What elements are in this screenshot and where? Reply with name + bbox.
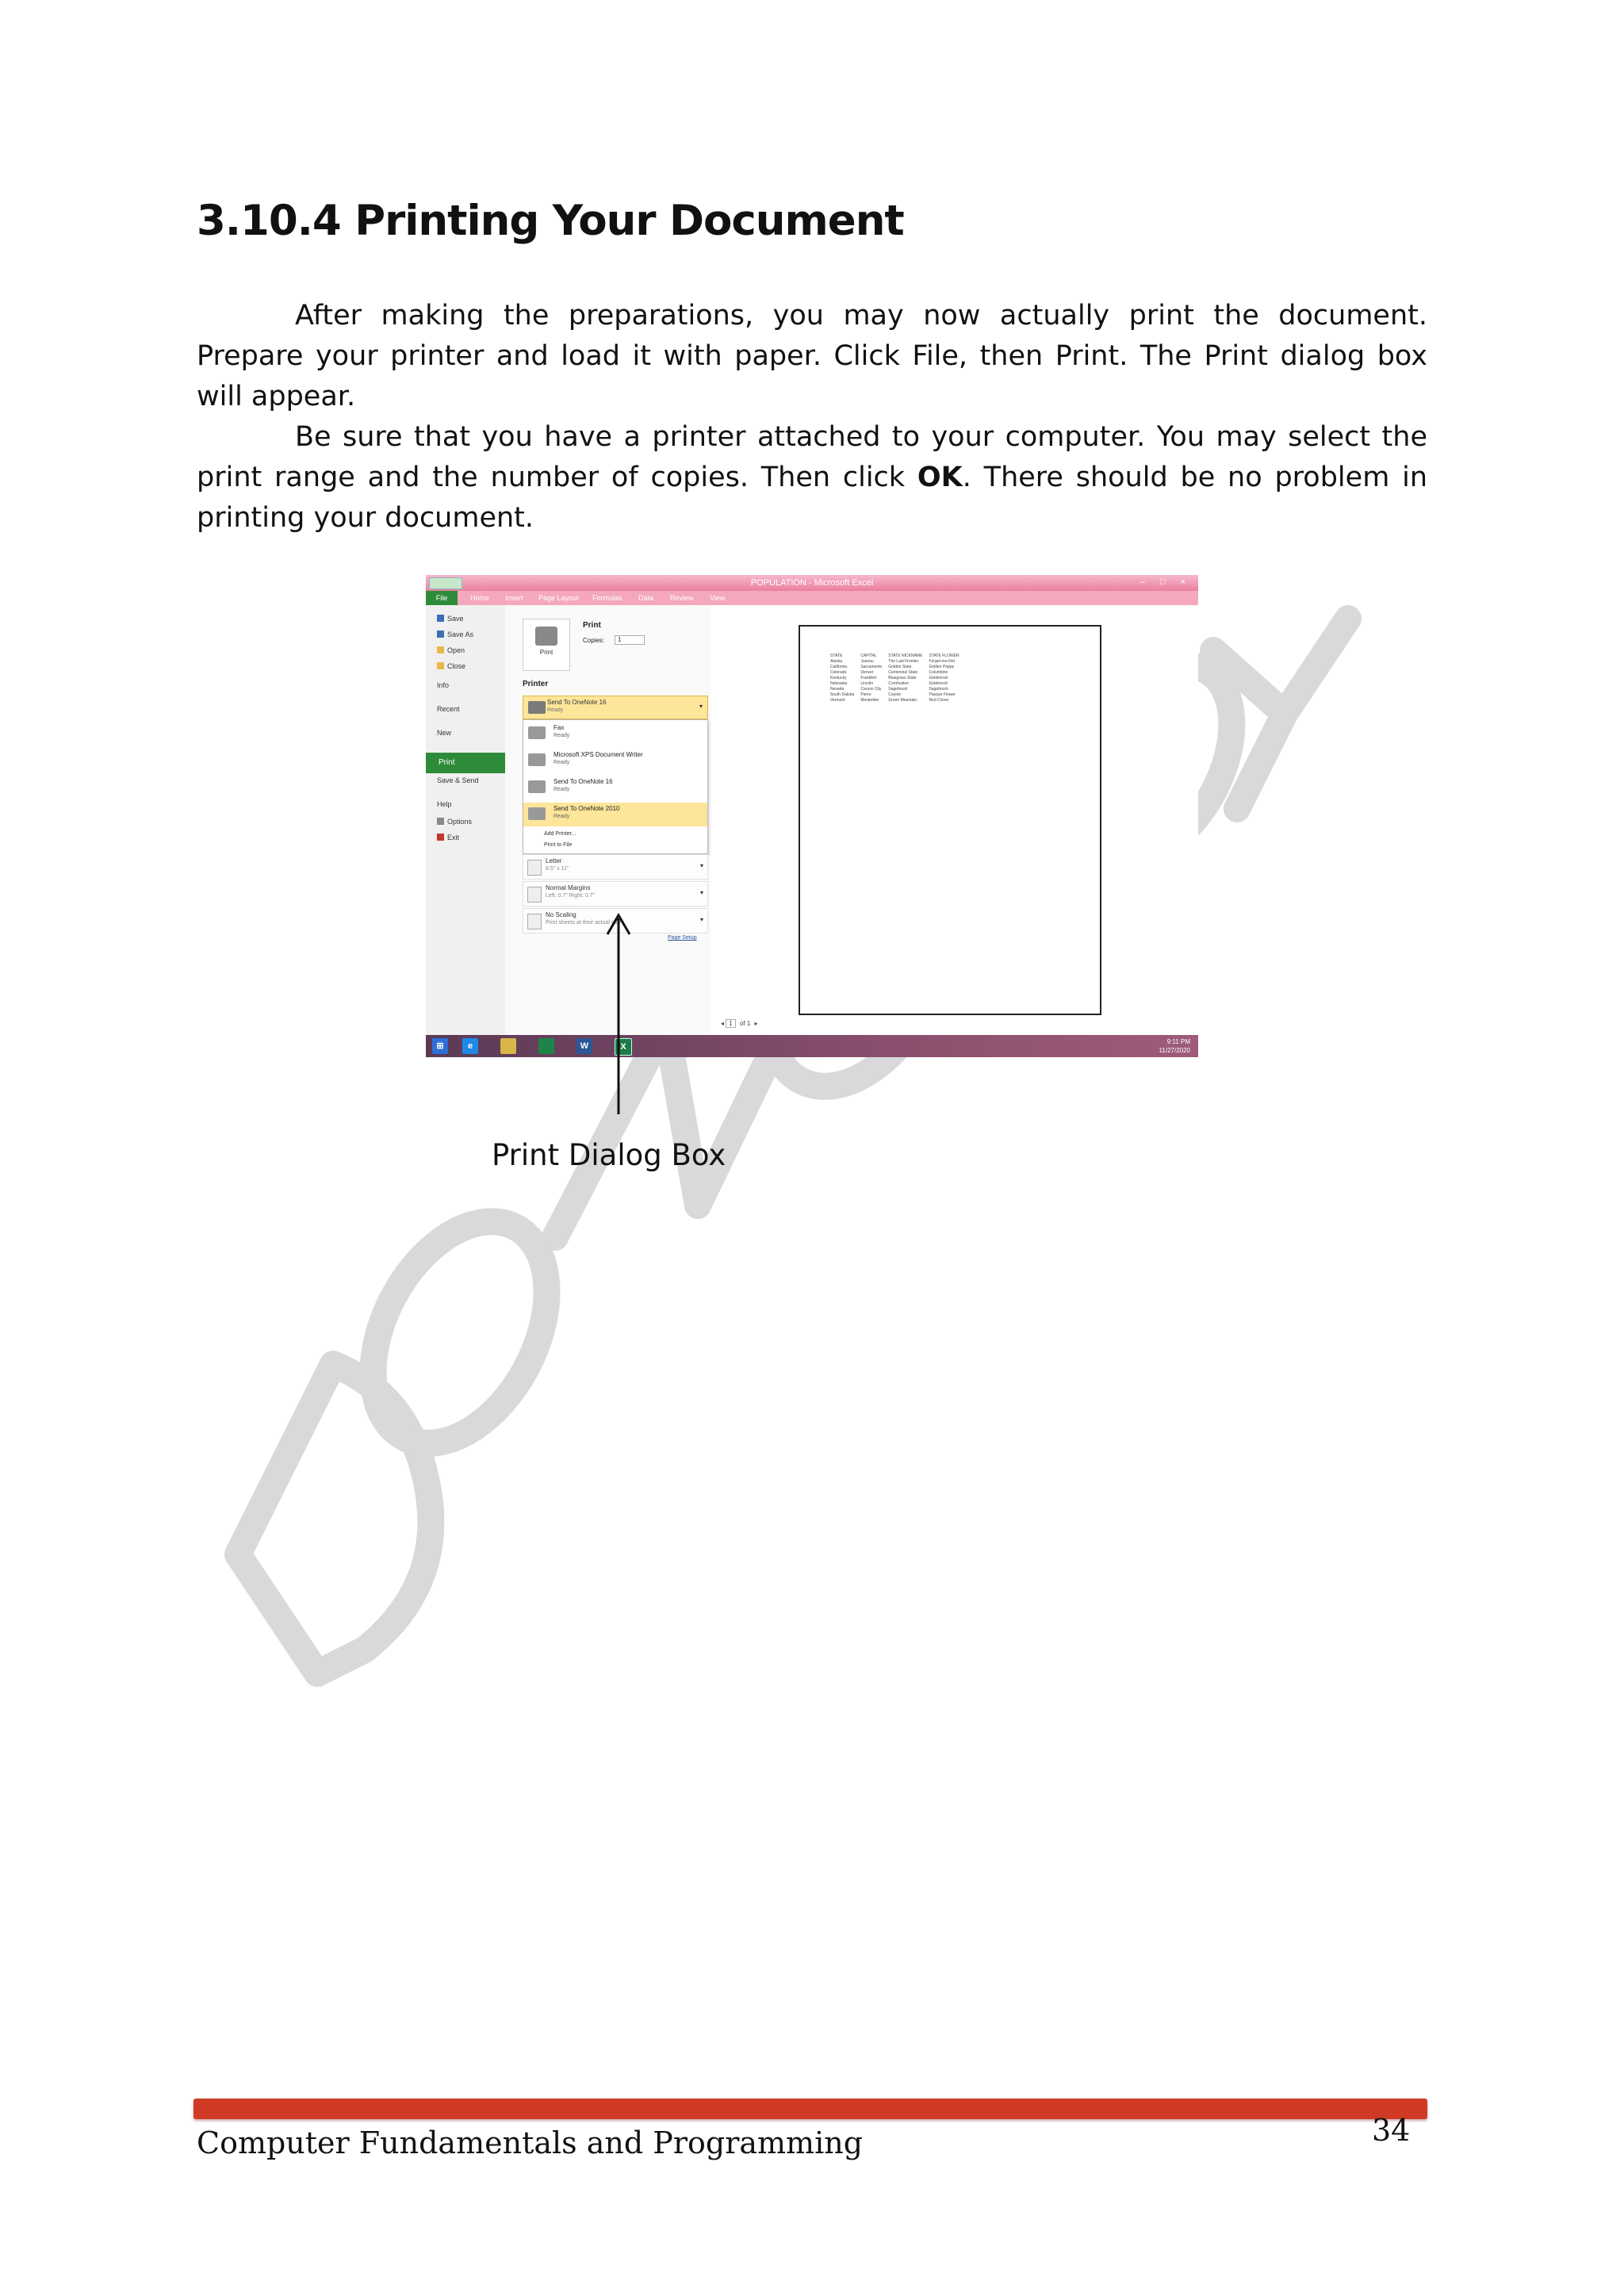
- callout-arrow: [603, 912, 634, 1118]
- tab-insert: Insert: [505, 594, 523, 602]
- menu-options: Options: [437, 818, 472, 826]
- margins-setting: Normal Margins Left: 0.7" Right: 0.7" ▾: [523, 881, 708, 907]
- menu-recent: Recent: [437, 705, 460, 713]
- page-navigator: ◂ 1 of 1 ▸: [721, 1020, 758, 1027]
- menu-new: New: [437, 729, 452, 737]
- window-title: POPULATION - Microsoft Excel: [750, 578, 874, 588]
- paper-size-setting: Letter 8.5" x 11" ▾: [523, 854, 708, 880]
- save-icon: [437, 615, 444, 622]
- tab-review: Review: [670, 594, 694, 602]
- footer-divider: [193, 2099, 1427, 2119]
- excel-print-screenshot: [426, 575, 1198, 1057]
- scaling-setting: No Scaling Print sheets at their actual size ▾: [523, 908, 708, 933]
- print-preview: [799, 625, 1101, 1015]
- file-explorer-icon: [500, 1038, 516, 1054]
- chevron-down-icon: ▾: [699, 862, 703, 869]
- menu-save-as: Save As: [437, 631, 473, 638]
- internet-explorer-icon: e: [462, 1038, 478, 1054]
- tab-formulas: Formulas: [592, 594, 622, 602]
- menu-info: Info: [437, 681, 450, 689]
- tab-view: View: [710, 594, 726, 602]
- printer-icon: [528, 807, 546, 820]
- print-to-file-option: Print to File: [544, 842, 573, 848]
- printer-section-title: Printer: [523, 680, 549, 688]
- menu-close: Close: [437, 662, 465, 670]
- chevron-down-icon: ▾: [699, 703, 703, 710]
- printer-option: Send To OneNote 16 Ready: [523, 776, 707, 799]
- word-icon: W: [576, 1038, 592, 1054]
- backstage-menu: [426, 605, 506, 1041]
- menu-print: Print: [426, 753, 505, 773]
- printer-list: [523, 719, 708, 854]
- paragraph-1: [197, 296, 1427, 417]
- printer-option-highlighted: Send To OneNote 2010 Ready: [523, 803, 707, 826]
- chevron-down-icon: ▾: [699, 916, 703, 923]
- windows-start-icon: ⊞: [432, 1038, 448, 1054]
- taskbar-clock: 9:11 PM 11/27/2020: [1159, 1038, 1190, 1054]
- menu-save-send: Save & Send: [437, 776, 479, 784]
- printer-icon: [528, 726, 546, 739]
- save-as-icon: [437, 631, 444, 638]
- figure-caption: Print Dialog Box: [492, 1138, 726, 1172]
- paragraph-1-text: After making the preparations, you may now actually print the document. Prepare your printer and load it with paper. Click File, then Print. The Print dialog box will appear.: [197, 300, 1427, 412]
- paragraph-2: [197, 417, 1427, 539]
- printer-dropdown: Send To OneNote 16 Ready ▾: [523, 696, 708, 719]
- tab-page-layout: Page Layout: [538, 594, 579, 602]
- menu-help: Help: [437, 800, 452, 808]
- ribbon-tabs: [426, 591, 1198, 605]
- store-icon: [538, 1038, 554, 1054]
- window-controls: – □ ×: [1139, 577, 1192, 587]
- exit-icon: [437, 834, 444, 841]
- window-titlebar: [426, 575, 1198, 591]
- ok-bold: OK: [917, 462, 963, 493]
- printer-icon: [535, 627, 557, 646]
- page-setup-link: Page Setup: [668, 935, 697, 941]
- windows-taskbar: [426, 1035, 1198, 1057]
- close-folder-icon: [437, 662, 444, 669]
- add-printer-link: Add Printer...: [544, 831, 576, 837]
- print-section-title: Print: [583, 621, 601, 630]
- printer-option: Microsoft XPS Document Writer Ready: [523, 749, 707, 772]
- print-button: Print: [523, 619, 570, 671]
- chevron-down-icon: ▾: [699, 889, 703, 896]
- page-number: 34: [1372, 2113, 1411, 2148]
- printer-icon: [528, 753, 546, 766]
- preview-sheet: STATE CAPITAL STATE NICKNAME STATE FLOWER Alaska Juneau The Last Frontier Forget-me-Not California Sacramento Golden State Golden Poppy Colorado Denver Centennial State Columbine Kentucky Frankfort Bluegrass State Goldenrod Nebraska Lincoln Cornhusker Goldenrod Nevada Carson City Sagebrush Sagebrush South Dakota Pierre Coyote Pasque Flower Vermont Montpelier Green Mountain Red Clover: [830, 654, 959, 703]
- tab-data: Data: [638, 594, 654, 602]
- excel-icon: X: [615, 1038, 632, 1056]
- section-heading: 3.10.4 Printing Your Document: [197, 197, 904, 245]
- menu-save: Save: [437, 615, 464, 623]
- printer-icon: [528, 701, 546, 714]
- paragraph-2-text-a: Be sure that you have a printer attached to your computer. You may select the print range and the number of copies. Then click: [197, 421, 1427, 493]
- menu-exit: Exit: [437, 834, 459, 841]
- printer-icon: [528, 780, 546, 793]
- footer-title: Computer Fundamentals and Programming: [197, 2125, 864, 2160]
- printer-option: Fax Ready: [523, 722, 707, 746]
- paragraph-2-text-b: . There should be no problem in printing your document.: [197, 462, 1427, 534]
- menu-open: Open: [437, 646, 465, 654]
- tab-home: Home: [470, 594, 490, 602]
- copies-input: 1: [615, 635, 645, 645]
- folder-icon: [437, 646, 444, 654]
- options-icon: [437, 818, 444, 825]
- tab-file: File: [426, 591, 458, 605]
- copies-label: Copies:: [583, 637, 605, 644]
